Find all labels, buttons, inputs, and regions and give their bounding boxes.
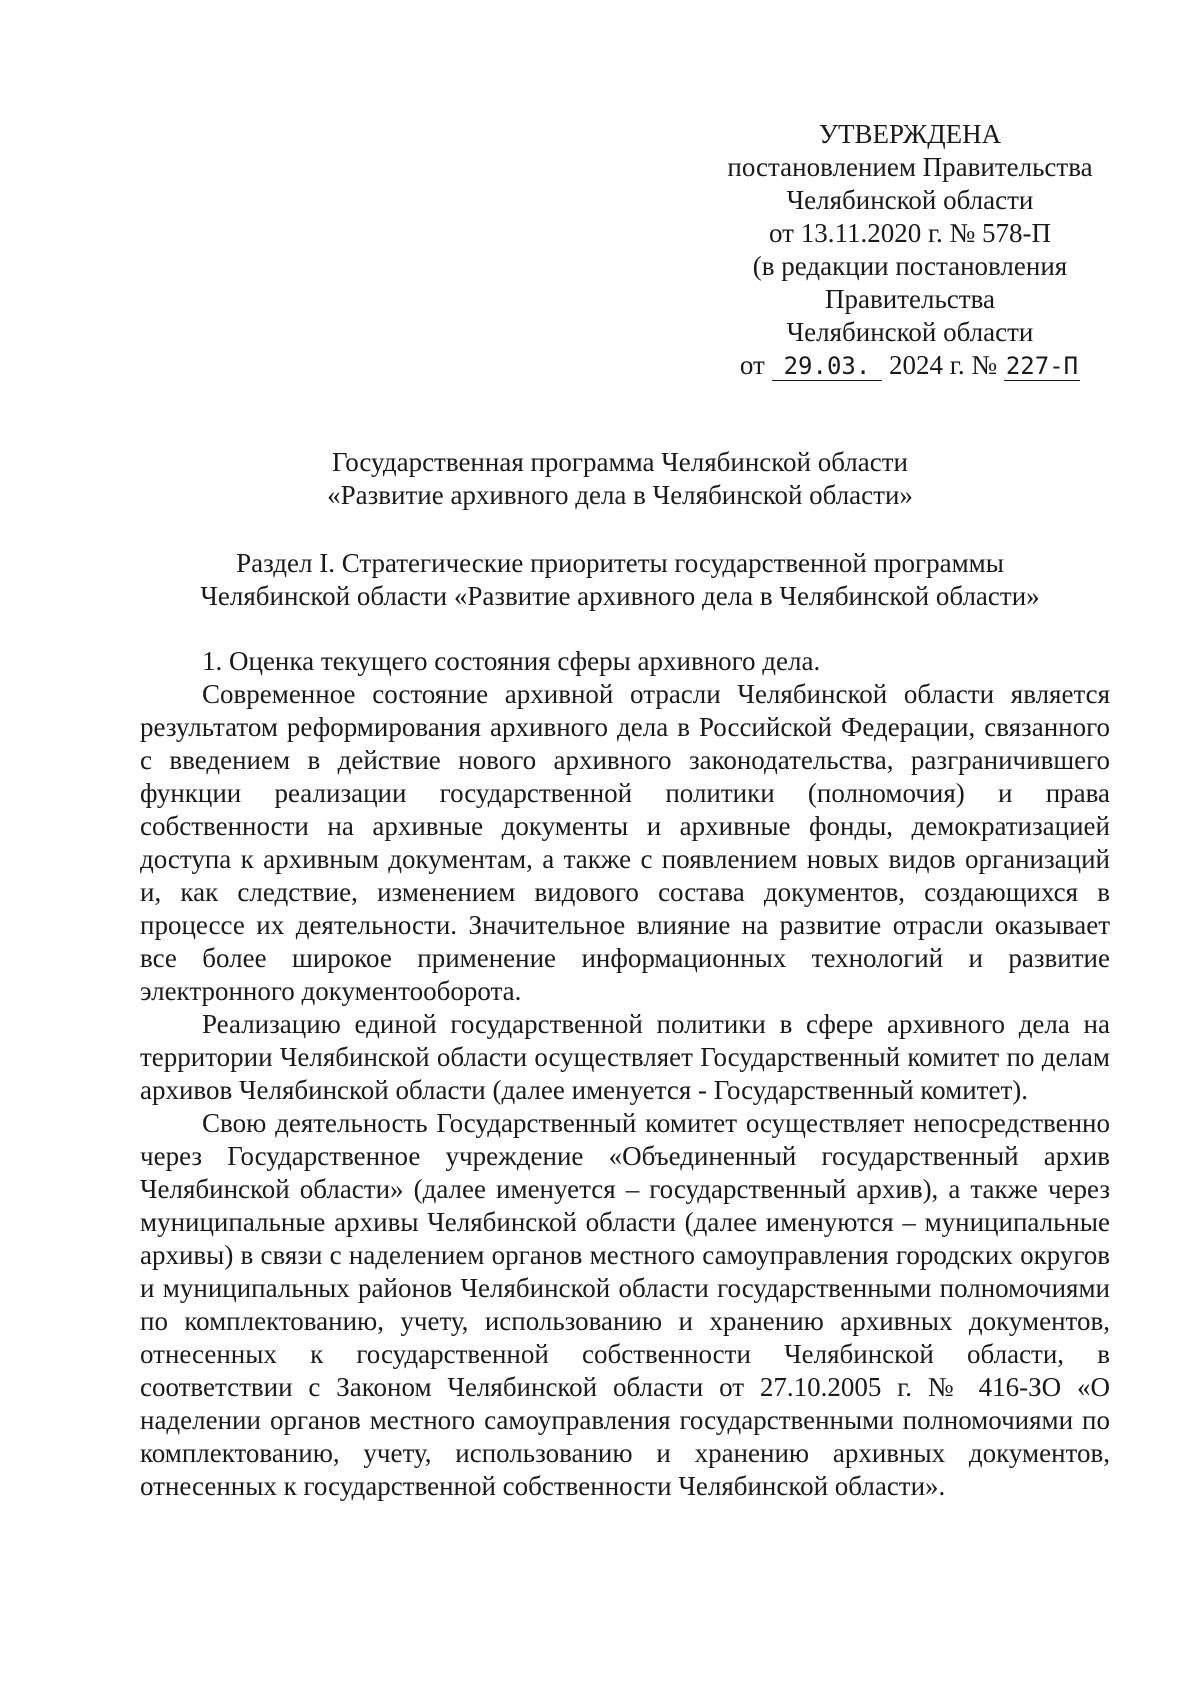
section-title-line: Челябинской области «Развитие архивного дела в Челябинской области» (200, 581, 1040, 611)
paragraph: Современное состояние архивной отрасли Челябинской области является результатом реформирования архивного дела в Российской Федерации, связанного с введением в действие нового архивного законодательства, разграничившего функции реализации государственной политики (полномочия) и права собственности на архивные документы и архивные фонды, демократизацией доступа к архивным документам, а также с появлением новых видов организаций и, как следствие, изменением видового состава документов, создающихся в процессе их деятельности. Значительное влияние на развитие отрасли оказывает все более широкое применение информационных технологий и развитие электронного документооборота. (140, 679, 1110, 1006)
section-title-line: Раздел I. Стратегические приоритеты государственной программы (236, 548, 1004, 578)
approval-line: (в редакции постановления (752, 251, 1068, 281)
body-text (140, 645, 1110, 1503)
approval-line: от 13.11.2020 г. № 578-П (769, 218, 1051, 248)
paragraph: 1. Оценка текущего состояния сферы архивного дела. (202, 646, 821, 676)
amendment-date: 29.03. (772, 352, 883, 381)
amendment-number: 227-П (1005, 352, 1079, 380)
program-title (140, 446, 1100, 512)
amendment-date-line (700, 349, 1120, 382)
approval-line: Челябинской области (786, 317, 1034, 347)
approval-line: Челябинской области (786, 185, 1034, 215)
date-year: 2024 г. № (889, 350, 998, 380)
paragraph: Реализацию единой государственной политики в сфере архивного дела на территории Челябинской области осуществляет Государственный комитет по делам архивов Челябинской области (далее именуется - Государственный комитет). (140, 1009, 1110, 1105)
approval-stamp-block (700, 118, 1120, 382)
approval-line: постановлением Правительства (727, 152, 1093, 182)
approval-line: Правительства (825, 284, 995, 314)
approval-heading: УТВЕРЖДЕНА (818, 119, 1002, 149)
date-prefix: от (739, 350, 765, 380)
section-title (140, 547, 1100, 613)
program-title-line: «Развитие архивного дела в Челябинской области» (327, 480, 913, 510)
program-title-line: Государственная программа Челябинской области (332, 447, 908, 477)
paragraph: Свою деятельность Государственный комитет осуществляет непосредственно через Государственное учреждение «Объединенный государственный архив Челябинской области» (далее именуется – государственный архив), а также через муниципальные архивы Челябинской области (далее именуются – муниципальные архивы) в связи с наделением органов местного самоуправления городских округов и муниципальных районов Челябинской области государственными полномочиями по комплектованию, учету, использованию и хранению архивных документов, отнесенных к государственной собственности Челябинской области, в соответствии с Законом Челябинской области от 27.10.2005 г. № 416-ЗО «О наделении органов местного самоуправления государственными полномочиями по комплектованию, учету, использованию и хранению архивных документов, отнесенных к государственной собственности Челябинской области». (140, 1108, 1110, 1501)
